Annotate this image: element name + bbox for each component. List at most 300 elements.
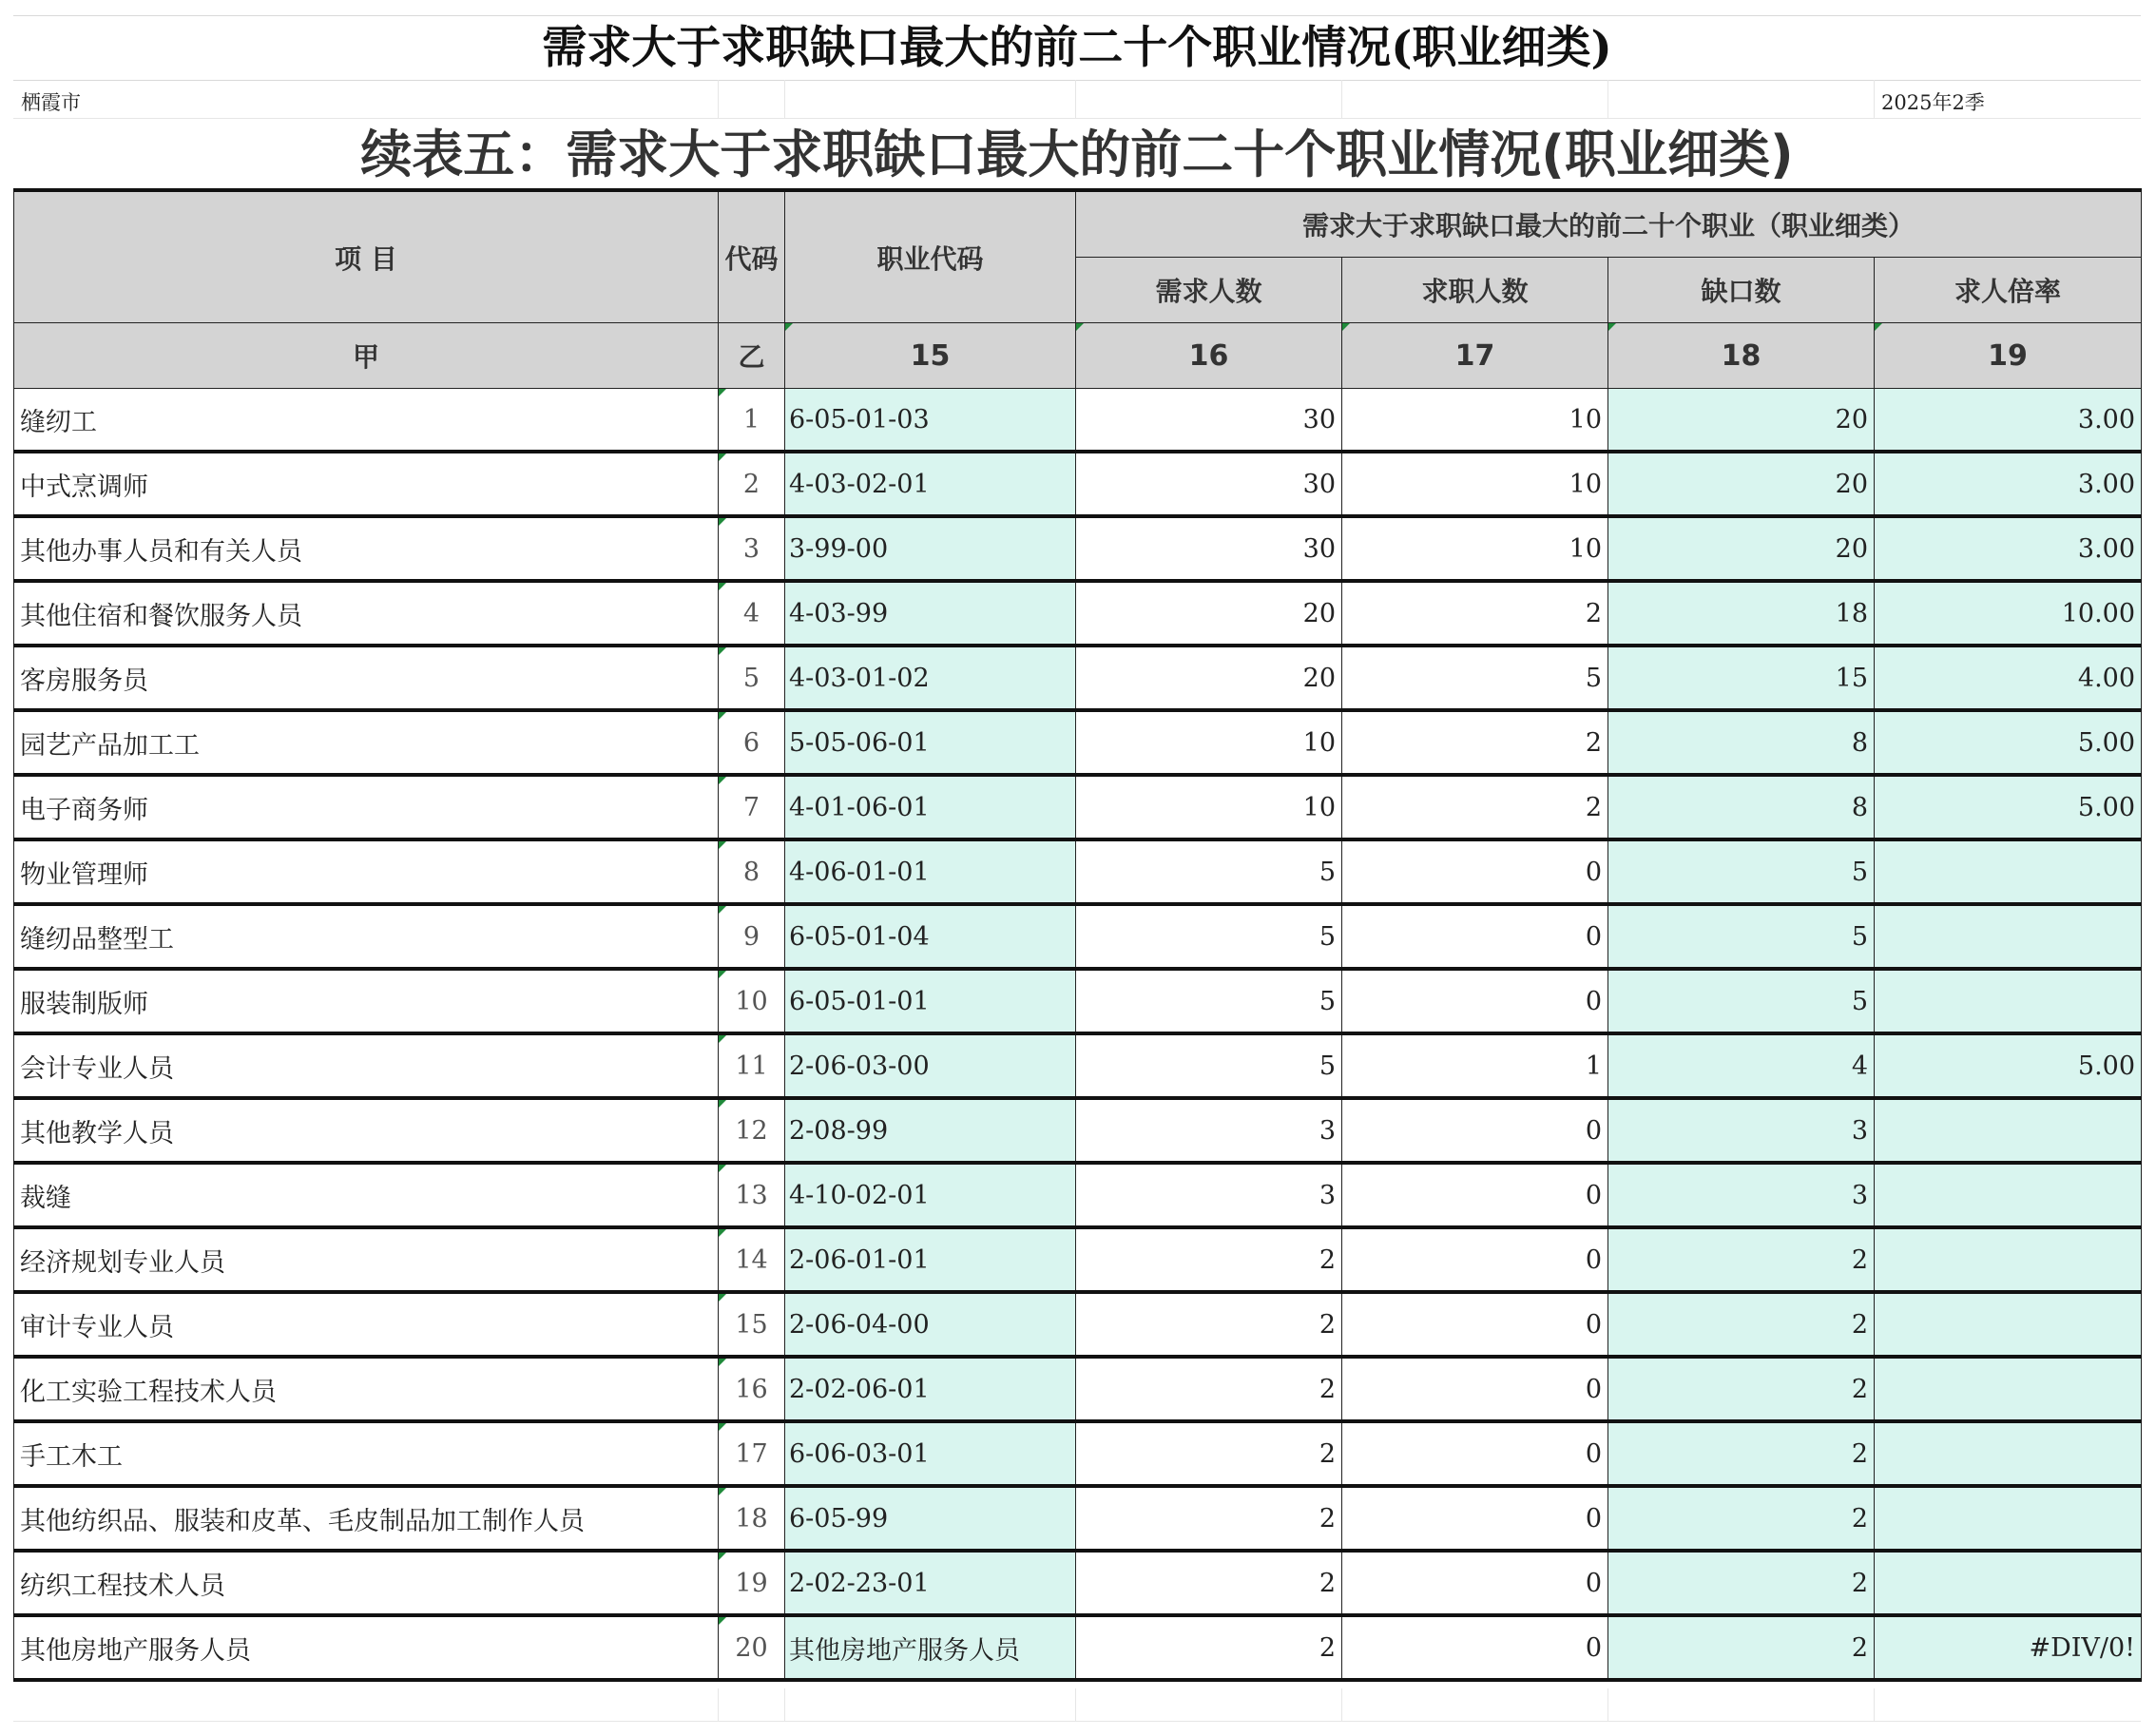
row-name-cell[interactable]: [14, 1357, 719, 1421]
row-seekers-cell[interactable]: [1342, 1421, 1608, 1486]
table-row: [14, 1486, 2142, 1551]
table-row: [14, 710, 2142, 775]
row-occ-code-cell[interactable]: [785, 710, 1076, 775]
cell-text: 1: [742, 404, 760, 434]
cell-text: 2-02-23-01: [789, 1568, 930, 1598]
cell-text: 3.00: [2077, 404, 2136, 434]
cell-note-marker: [719, 1488, 726, 1495]
cell-text: 14: [735, 1244, 768, 1275]
cell-text: 4-03-01-02: [789, 663, 930, 693]
row-occ-code-cell[interactable]: [785, 1033, 1076, 1098]
row-ratio-cell[interactable]: [1875, 1421, 2142, 1486]
cell-note-marker: [719, 647, 726, 655]
cell-text: 缝纫品整型工: [20, 924, 174, 955]
table-row: [14, 904, 2142, 969]
row-ratio-cell[interactable]: [1875, 646, 2142, 710]
cell-text: 10: [1569, 404, 1602, 434]
cell-note-marker: [719, 1423, 726, 1431]
cell-text: 3.00: [2077, 469, 2136, 499]
row-gap-cell[interactable]: [1608, 839, 1875, 904]
cell-text: 30: [1302, 469, 1336, 499]
row-ratio-cell[interactable]: [1875, 1163, 2142, 1227]
table-row: [14, 1227, 2142, 1292]
cell-text: 3: [1319, 1115, 1336, 1146]
cell-text: 10: [1302, 792, 1336, 822]
cell-text: #DIV/0!: [2029, 1632, 2136, 1663]
row-seekers-cell[interactable]: [1342, 1551, 1608, 1615]
row-code-cell[interactable]: [719, 1551, 785, 1615]
cell-text: 3: [742, 533, 760, 564]
cell-text: 6-05-99: [789, 1503, 889, 1533]
row-seekers-cell[interactable]: [1342, 904, 1608, 969]
row-occ-code-cell[interactable]: [785, 1227, 1076, 1292]
row-name-cell[interactable]: [14, 775, 719, 839]
row-ratio-cell[interactable]: [1875, 389, 2142, 453]
cell-text: 2: [1851, 1244, 1868, 1275]
row-gap-cell[interactable]: [1608, 969, 1875, 1033]
row-name-cell[interactable]: [14, 581, 719, 646]
row-name-cell[interactable]: [14, 389, 719, 453]
cell-text: 8: [1851, 792, 1868, 822]
row-demand-cell[interactable]: [1076, 1292, 1342, 1357]
cell-note-marker: [719, 1100, 726, 1108]
cell-text: 审计专业人员: [20, 1312, 174, 1342]
row-code-cell[interactable]: [719, 646, 785, 710]
row-gap-cell[interactable]: [1608, 1421, 1875, 1486]
header-ratio: 求人倍率: [1875, 258, 2142, 323]
cell-text: 20: [1302, 598, 1336, 628]
row-seekers-cell[interactable]: [1342, 775, 1608, 839]
cell-text: 2: [742, 469, 760, 499]
row-seekers-cell[interactable]: [1342, 452, 1608, 516]
row-seekers-cell[interactable]: [1342, 1227, 1608, 1292]
row-ratio-cell[interactable]: [1875, 1098, 2142, 1163]
cell-text: 5: [1319, 921, 1336, 952]
cell-text: 2: [1851, 1374, 1868, 1404]
table-row: [14, 1421, 2142, 1486]
cell-text: 2: [1851, 1503, 1868, 1533]
row-demand-cell[interactable]: [1076, 1098, 1342, 1163]
table-row: [14, 1615, 2142, 1680]
header-gap: 缺口数: [1608, 258, 1875, 323]
cell-note-marker: [719, 1617, 726, 1625]
header-occ-code: 职业代码: [785, 190, 1076, 323]
cell-text: 5: [1319, 857, 1336, 887]
cell-text: 6-05-01-04: [789, 921, 930, 952]
row-name-cell[interactable]: [14, 1033, 719, 1098]
row-ratio-cell[interactable]: [1875, 710, 2142, 775]
table-row: [14, 1163, 2142, 1227]
row-code-cell[interactable]: [719, 1421, 785, 1486]
cell-text: 其他纺织品、服装和皮革、毛皮制品加工制作人员: [20, 1506, 585, 1536]
row-ratio-cell[interactable]: [1875, 1615, 2142, 1680]
cell-text: 2: [1319, 1632, 1336, 1663]
cell-text: 10: [735, 986, 768, 1016]
cell-text: 3: [1851, 1115, 1868, 1146]
row-demand-cell[interactable]: [1076, 1163, 1342, 1227]
cell-text: 客房服务员: [20, 665, 148, 696]
table-row: [14, 646, 2142, 710]
row-name-cell[interactable]: [14, 1163, 719, 1227]
row-ratio-cell[interactable]: [1875, 516, 2142, 581]
row-demand-cell[interactable]: [1076, 1421, 1342, 1486]
row-gap-cell[interactable]: [1608, 516, 1875, 581]
row-name-cell[interactable]: [14, 452, 719, 516]
row-occ-code-cell[interactable]: [785, 646, 1076, 710]
cell-text: 手工木工: [20, 1441, 123, 1472]
row-code-cell[interactable]: [719, 389, 785, 453]
table-row: [14, 969, 2142, 1033]
row-ratio-cell[interactable]: [1875, 775, 2142, 839]
cell-text: 3: [1851, 1180, 1868, 1210]
cell-text: 其他房地产服务人员: [20, 1635, 251, 1666]
row-occ-code-cell[interactable]: [785, 1163, 1076, 1227]
row-demand-cell[interactable]: [1076, 775, 1342, 839]
row-code-cell[interactable]: [719, 1227, 785, 1292]
cell-text: 9: [742, 921, 760, 952]
row-demand-cell[interactable]: [1076, 389, 1342, 453]
cell-text: 5-05-06-01: [789, 727, 930, 758]
row-gap-cell[interactable]: [1608, 1551, 1875, 1615]
cell-text: 0: [1585, 857, 1602, 887]
cell-text: 4.00: [2077, 663, 2136, 693]
header-seekers: 求职人数: [1342, 258, 1608, 323]
cell-text: 5.00: [2077, 792, 2136, 822]
row-name-cell[interactable]: [14, 1098, 719, 1163]
row-name-cell[interactable]: [14, 646, 719, 710]
row-ratio-cell[interactable]: [1875, 904, 2142, 969]
row-name-cell[interactable]: [14, 904, 719, 969]
row-gap-cell[interactable]: [1608, 1292, 1875, 1357]
row-code-cell[interactable]: [719, 581, 785, 646]
cell-text: 17: [735, 1438, 768, 1469]
cell-text: 2: [1319, 1568, 1336, 1598]
row-name-cell[interactable]: [14, 1421, 719, 1486]
cell-text: 其他办事人员和有关人员: [20, 536, 302, 567]
row-occ-code-cell[interactable]: [785, 1098, 1076, 1163]
row-gap-cell[interactable]: [1608, 452, 1875, 516]
row-code-cell[interactable]: [719, 775, 785, 839]
index-row: [14, 323, 2142, 389]
row-demand-cell[interactable]: [1076, 1227, 1342, 1292]
row-code-cell[interactable]: [719, 710, 785, 775]
row-gap-cell[interactable]: [1608, 1227, 1875, 1292]
cell-note-marker: [719, 841, 726, 849]
cell-text: 园艺产品加工工: [20, 730, 200, 761]
row-occ-code-cell[interactable]: [785, 516, 1076, 581]
cell-text: 5: [1851, 986, 1868, 1016]
cell-text: 20: [735, 1632, 768, 1663]
row-code-cell[interactable]: [719, 1292, 785, 1357]
cell-text: 其他教学人员: [20, 1118, 174, 1148]
cell-text: 5: [1851, 921, 1868, 952]
row-code-cell[interactable]: [719, 1098, 785, 1163]
cell-note-marker: [719, 971, 726, 978]
row-name-cell[interactable]: [14, 1227, 719, 1292]
row-seekers-cell[interactable]: [1342, 969, 1608, 1033]
row-seekers-cell[interactable]: [1342, 1615, 1608, 1680]
row-occ-code-cell[interactable]: [785, 452, 1076, 516]
cell-text: 10: [1569, 533, 1602, 564]
row-ratio-cell[interactable]: [1875, 1551, 2142, 1615]
row-code-cell[interactable]: [719, 1033, 785, 1098]
cell-text: 缝纫工: [20, 407, 97, 437]
row-gap-cell[interactable]: [1608, 389, 1875, 453]
row-ratio-cell[interactable]: [1875, 839, 2142, 904]
cell-text: 0: [1585, 1115, 1602, 1146]
row-code-cell[interactable]: [719, 452, 785, 516]
row-occ-code-cell[interactable]: [785, 389, 1076, 453]
meta-row: [13, 80, 2141, 119]
cell-text: 19: [735, 1568, 768, 1598]
cell-text: 0: [1585, 1244, 1602, 1275]
row-ratio-cell[interactable]: [1875, 581, 2142, 646]
cell-text: 10: [1569, 469, 1602, 499]
row-seekers-cell[interactable]: [1342, 389, 1608, 453]
cell-note-marker: [719, 1553, 726, 1560]
row-seekers-cell[interactable]: [1342, 839, 1608, 904]
row-seekers-cell[interactable]: [1342, 1292, 1608, 1357]
row-gap-cell[interactable]: [1608, 581, 1875, 646]
cell-text: 20: [1835, 469, 1868, 499]
cell-text: 2: [1851, 1568, 1868, 1598]
row-seekers-cell[interactable]: [1342, 1357, 1608, 1421]
cell-text: 3.00: [2077, 533, 2136, 564]
row-code-cell[interactable]: [719, 516, 785, 581]
row-ratio-cell[interactable]: [1875, 1486, 2142, 1551]
row-name-cell[interactable]: [14, 1292, 719, 1357]
cell-text: 5: [1585, 663, 1602, 693]
cell-text: 12: [735, 1115, 768, 1146]
table-row: [14, 1033, 2142, 1098]
cell-text: 经济规划专业人员: [20, 1247, 225, 1278]
cell-note-marker: [719, 583, 726, 590]
row-demand-cell[interactable]: [1076, 904, 1342, 969]
row-seekers-cell[interactable]: [1342, 1098, 1608, 1163]
cell-note-marker: [719, 1359, 726, 1366]
period-label: 2025年2季: [1881, 91, 1985, 114]
header-row-1: [14, 190, 2142, 258]
table-row: [14, 1357, 2142, 1421]
table-row: [14, 452, 2142, 516]
occupation-gap-table: [13, 188, 2142, 1682]
cell-text: 化工实验工程技术人员: [20, 1377, 277, 1407]
row-seekers-cell[interactable]: [1342, 581, 1608, 646]
cell-text: 4: [742, 598, 760, 628]
cell-text: 15: [735, 1309, 768, 1340]
row-seekers-cell[interactable]: [1342, 1486, 1608, 1551]
cell-text: 电子商务师: [20, 795, 148, 825]
cell-text: 2: [1319, 1309, 1336, 1340]
row-name-cell[interactable]: [14, 839, 719, 904]
row-gap-cell[interactable]: [1608, 1486, 1875, 1551]
cell-text: 5.00: [2077, 727, 2136, 758]
row-demand-cell[interactable]: [1076, 710, 1342, 775]
row-demand-cell[interactable]: [1076, 1615, 1342, 1680]
row-ratio-cell[interactable]: [1875, 1033, 2142, 1098]
cell-text: 20: [1302, 663, 1336, 693]
row-gap-cell[interactable]: [1608, 1033, 1875, 1098]
cell-note-marker: [719, 1165, 726, 1172]
row-name-cell[interactable]: [14, 710, 719, 775]
row-ratio-cell[interactable]: [1875, 1292, 2142, 1357]
row-occ-code-cell[interactable]: [785, 1615, 1076, 1680]
row-occ-code-cell[interactable]: [785, 969, 1076, 1033]
table-row: [14, 581, 2142, 646]
row-occ-code-cell[interactable]: [785, 1486, 1076, 1551]
row-seekers-cell[interactable]: [1342, 1033, 1608, 1098]
row-ratio-cell[interactable]: [1875, 1357, 2142, 1421]
table-row: [14, 839, 2142, 904]
cell-text: 15: [1835, 663, 1868, 693]
table-row: [14, 1098, 2142, 1163]
row-occ-code-cell[interactable]: [785, 1551, 1076, 1615]
row-code-cell[interactable]: [719, 1615, 785, 1680]
cell-text: 裁缝: [20, 1183, 71, 1213]
row-name-cell[interactable]: [14, 1551, 719, 1615]
row-gap-cell[interactable]: [1608, 1615, 1875, 1680]
header-code: 代码: [719, 190, 785, 323]
cell-text: 0: [1585, 921, 1602, 952]
index-code: 乙: [719, 323, 785, 389]
cell-text: 5: [1319, 1051, 1336, 1081]
row-name-cell[interactable]: [14, 1486, 719, 1551]
cell-text: 2: [1319, 1503, 1336, 1533]
row-name-cell[interactable]: [14, 969, 719, 1033]
row-gap-cell[interactable]: [1608, 1163, 1875, 1227]
cell-text: 0: [1585, 1438, 1602, 1469]
table-subtitle: 续表五：需求大于求职缺口最大的前二十个职业情况(职业细类): [360, 125, 1794, 184]
cell-text: 4-03-02-01: [789, 469, 930, 499]
table-row: [14, 516, 2142, 581]
cell-text: 6: [742, 727, 760, 758]
cell-text: 18: [735, 1503, 768, 1533]
table-row: [14, 1292, 2142, 1357]
row-demand-cell[interactable]: [1076, 1551, 1342, 1615]
row-gap-cell[interactable]: [1608, 904, 1875, 969]
cell-note-marker: [719, 1229, 726, 1237]
row-occ-code-cell[interactable]: [785, 775, 1076, 839]
cell-text: 其他房地产服务人员: [789, 1635, 1020, 1666]
cell-text: 服装制版师: [20, 989, 148, 1019]
region-label: 栖霞市: [21, 91, 81, 114]
cell-note-marker: [719, 389, 726, 396]
cell-text: 0: [1585, 1503, 1602, 1533]
row-code-cell[interactable]: [719, 1163, 785, 1227]
index-19: 19: [1875, 323, 2142, 389]
row-occ-code-cell[interactable]: [785, 1421, 1076, 1486]
row-gap-cell[interactable]: [1608, 1098, 1875, 1163]
cell-text: 2: [1585, 792, 1602, 822]
cell-text: 6-05-01-03: [789, 404, 930, 434]
cell-text: 其他住宿和餐饮服务人员: [20, 601, 302, 631]
index-item: 甲: [14, 323, 719, 389]
row-demand-cell[interactable]: [1076, 839, 1342, 904]
cell-text: 2: [1319, 1438, 1336, 1469]
cell-text: 1: [1585, 1051, 1602, 1081]
cell-text: 3-99-00: [789, 533, 889, 564]
row-seekers-cell[interactable]: [1342, 646, 1608, 710]
index-18: 18: [1608, 323, 1875, 389]
cell-text: 2-06-04-00: [789, 1309, 930, 1340]
row-demand-cell[interactable]: [1076, 646, 1342, 710]
row-occ-code-cell[interactable]: [785, 839, 1076, 904]
row-occ-code-cell[interactable]: [785, 581, 1076, 646]
cell-text: 3: [1319, 1180, 1336, 1210]
row-ratio-cell[interactable]: [1875, 1227, 2142, 1292]
cell-note-marker: [719, 518, 726, 526]
row-gap-cell[interactable]: [1608, 775, 1875, 839]
row-name-cell[interactable]: [14, 1615, 719, 1680]
cell-text: 8: [1851, 727, 1868, 758]
cell-text: 2-08-99: [789, 1115, 889, 1146]
row-gap-cell[interactable]: [1608, 646, 1875, 710]
index-15: 15: [785, 323, 1076, 389]
cell-text: 2-06-01-01: [789, 1244, 930, 1275]
header-item: 项 目: [14, 190, 719, 323]
cell-text: 5: [1319, 986, 1336, 1016]
cell-text: 0: [1585, 1632, 1602, 1663]
row-code-cell[interactable]: [719, 1486, 785, 1551]
cell-text: 8: [742, 857, 760, 887]
cell-text: 2-02-06-01: [789, 1374, 930, 1404]
cell-text: 11: [735, 1051, 768, 1081]
row-demand-cell[interactable]: [1076, 516, 1342, 581]
row-occ-code-cell[interactable]: [785, 1292, 1076, 1357]
row-code-cell[interactable]: [719, 969, 785, 1033]
cell-text: 16: [735, 1374, 768, 1404]
cell-text: 物业管理师: [20, 859, 148, 890]
row-occ-code-cell[interactable]: [785, 904, 1076, 969]
sheet-title: 需求大于求职缺口最大的前二十个职业情况(职业细类): [13, 17, 2141, 81]
cell-text: 5: [742, 663, 760, 693]
cell-text: 2: [1585, 727, 1602, 758]
row-demand-cell[interactable]: [1076, 1486, 1342, 1551]
row-demand-cell[interactable]: [1076, 1357, 1342, 1421]
cell-note-marker: [719, 777, 726, 784]
cell-text: 5: [1851, 857, 1868, 887]
row-gap-cell[interactable]: [1608, 1357, 1875, 1421]
cell-text: 7: [742, 792, 760, 822]
row-code-cell[interactable]: [719, 1357, 785, 1421]
row-demand-cell[interactable]: [1076, 581, 1342, 646]
table-row: [14, 1551, 2142, 1615]
row-gap-cell[interactable]: [1608, 710, 1875, 775]
cell-text: 2-06-03-00: [789, 1051, 930, 1081]
cell-text: 6-06-03-01: [789, 1438, 930, 1469]
row-code-cell[interactable]: [719, 904, 785, 969]
row-ratio-cell[interactable]: [1875, 969, 2142, 1033]
row-demand-cell[interactable]: [1076, 1033, 1342, 1098]
row-occ-code-cell[interactable]: [785, 1357, 1076, 1421]
cell-note-marker: [719, 906, 726, 914]
table-row: [14, 389, 2142, 453]
cell-note-marker: [719, 712, 726, 720]
row-seekers-cell[interactable]: [1342, 516, 1608, 581]
cell-text: 20: [1835, 533, 1868, 564]
row-code-cell[interactable]: [719, 839, 785, 904]
row-seekers-cell[interactable]: [1342, 710, 1608, 775]
cell-text: 30: [1302, 404, 1336, 434]
row-name-cell[interactable]: [14, 516, 719, 581]
row-demand-cell[interactable]: [1076, 452, 1342, 516]
row-seekers-cell[interactable]: [1342, 1163, 1608, 1227]
index-17: 17: [1342, 323, 1608, 389]
row-demand-cell[interactable]: [1076, 969, 1342, 1033]
header-group: 需求大于求职缺口最大的前二十个职业（职业细类）: [1076, 190, 2142, 258]
cell-text: 5.00: [2077, 1051, 2136, 1081]
row-ratio-cell[interactable]: [1875, 452, 2142, 516]
